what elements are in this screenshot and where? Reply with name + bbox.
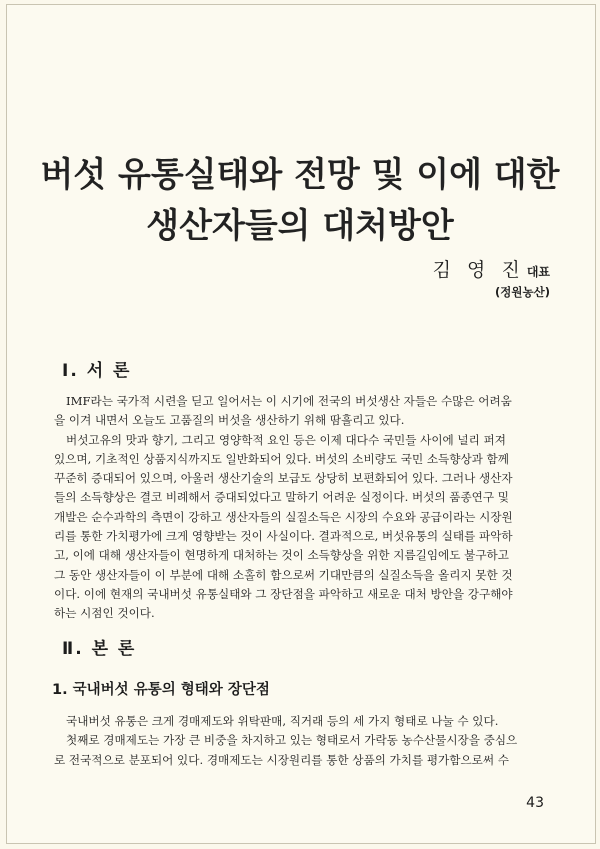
- text-line: 로 전국적으로 분포되어 있다. 경매제도는 시장원리를 통한 상품의 가치를 평가함으로써 수: [54, 752, 509, 767]
- section-heading-introduction: Ⅰ. 서 론: [62, 361, 132, 381]
- main-body-paragraph: [54, 712, 548, 770]
- text-line: 버섯고유의 맛과 향기, 그리고 영양학적 요인 등은 이제 대다수 국민들 사이에 널리 퍼져: [66, 432, 506, 447]
- text-line: 국내버섯 유통은 크게 경매제도와 위탁판매, 직거래 등의 세 가지 형태로 나눌 수 있다.: [66, 714, 499, 728]
- text-line: 리를 통한 가치평가에 크게 영향받는 것이 사실이다. 결과적으로, 버섯유통의 실태를 파악하: [54, 529, 513, 544]
- text-line: 있으며, 기초적인 상품지식까지도 일반화되어 있다. 버섯의 소비량도 국민 소득향상과 함께: [54, 451, 509, 466]
- author-role: 대표: [526, 265, 550, 279]
- text-line: 이다. 이에 현재의 국내버섯 유통실태와 그 장단점을 파악하고 새로운 대처 방안을 강구해야: [54, 586, 513, 601]
- text-line: 하는 시점인 것이다.: [54, 606, 155, 621]
- text-line: 들의 소득향상은 결코 비례해서 증대되었다고 말하기 어려운 실정이다. 버섯의 품종연구 및: [54, 490, 509, 505]
- introduction-paragraph: [54, 392, 548, 624]
- author-affiliation: (정원농산): [495, 285, 550, 299]
- text-line: 첫째로 경매제도는 가장 큰 비중을 차지하고 있는 형태로서 가락동 농수산물시장을 중심으: [66, 733, 518, 748]
- text-line: 꾸준히 증대되어 있으며, 아울러 생산기술의 보급도 상당히 보편화되어 있다. 그러나 생산자: [54, 471, 513, 486]
- page-number: 43: [526, 795, 544, 811]
- text-line: 개발은 순수과학의 측면이 강하고 생산자들의 실질소득은 시장의 수요와 공급이라는 시장원: [54, 509, 513, 524]
- article-title-line-2: 생산자들의 대처방안: [146, 206, 454, 246]
- text-line: IMF라는 국가적 시련을 딛고 일어서는 이 시기에 전국의 버섯생산 자들은 수많은 어려움: [66, 394, 512, 408]
- author-name: 김 영 진: [432, 259, 525, 281]
- text-line: 고, 이에 대해 생산자들이 현명하게 대처하는 것이 소득향상을 위한 지름길임에도 불구하고: [54, 548, 509, 563]
- section-heading-main-body: Ⅱ. 본 론: [62, 639, 137, 659]
- subsection-heading-distribution: 1. 국내버섯 유통의 형태와 장단점: [52, 682, 270, 698]
- text-line: 을 이겨 내면서 오늘도 고품질의 버섯을 생산하기 위해 땀흘리고 있다.: [54, 413, 405, 428]
- author-byline: [433, 255, 550, 282]
- article-title-line-1: 버섯 유통실태와 전망 및 이에 대한: [40, 155, 560, 195]
- text-line: 그 동안 생산자들이 이 부분에 대해 소홀히 함으로써 기대만큼의 실질소득을 올리지 못한 것: [54, 567, 513, 582]
